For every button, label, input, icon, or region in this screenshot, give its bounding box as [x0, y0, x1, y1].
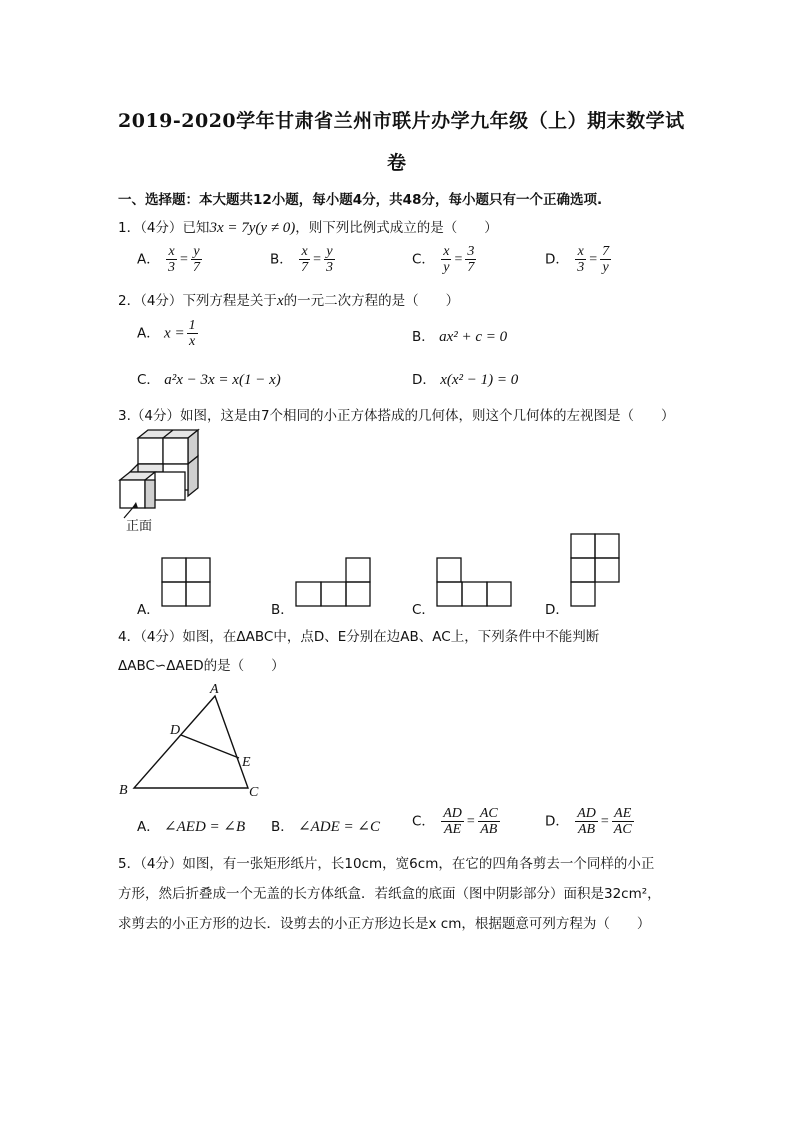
- frac-den: x: [188, 334, 196, 349]
- question-3-stem: 3.（4分）如图，这是由7个相同的小正方体搭成的几何体，则这个几何体的左视图是（ ）: [118, 408, 675, 424]
- question-3-option-b-figure[interactable]: [295, 557, 373, 609]
- option-label: B．: [412, 329, 435, 345]
- frac-den: 3: [325, 260, 333, 275]
- option-label: C．: [412, 813, 435, 830]
- option-label: B．: [270, 251, 293, 268]
- section-heading: 一、选择题：本大题共12小题，每小题4分，共48分，每小题只有一个正确选项.: [118, 192, 603, 208]
- question-3-option-b-label[interactable]: B．: [271, 602, 294, 618]
- question-2-option-b[interactable]: [412, 325, 507, 346]
- page-title-line2: 卷: [387, 152, 407, 174]
- question-3-option-c-label[interactable]: C．: [412, 602, 435, 618]
- frac-den: y: [602, 260, 609, 275]
- frac-den: 7: [192, 260, 200, 275]
- frac-num: y: [191, 244, 202, 260]
- question-3-option-d-label[interactable]: D．: [545, 602, 569, 618]
- point-label-c: C: [249, 785, 259, 800]
- question-2-number: 2．（4分）: [118, 293, 183, 309]
- question-3-cube-figure: [110, 428, 210, 538]
- frac-den: 3: [168, 260, 176, 275]
- frac-num: AE: [612, 806, 634, 822]
- question-4-stem-line2: ΔABC∽ΔAED的是（ ）: [118, 658, 285, 674]
- question-5-stem-line2: 方形，然后折叠成一个无盖的长方体纸盒．若纸盒的底面（图中阴影部分）面积是32cm²，: [118, 886, 661, 902]
- question-1-option-b[interactable]: B． $\frac{x}{7}$ = $\frac{y}{3}$: [270, 244, 333, 275]
- option-label: D．: [545, 813, 569, 830]
- question-4-option-b[interactable]: [271, 815, 380, 836]
- question-1-option-d[interactable]: D． $\frac{x}{3}$ = $\frac{7}{y}$: [545, 244, 610, 275]
- frac-den: AE: [444, 822, 462, 837]
- point-label-a: A: [210, 682, 219, 697]
- option-label: A．: [137, 819, 160, 835]
- frac-num: 3: [467, 244, 475, 259]
- frac-num: AC: [479, 806, 498, 821]
- frac-num: AD: [443, 806, 462, 821]
- point-label-e: E: [242, 755, 251, 770]
- question-4-triangle-figure: [112, 680, 272, 802]
- frac-num: x: [166, 244, 177, 260]
- question-2-option-d[interactable]: [412, 368, 518, 389]
- question-3-option-d-figure[interactable]: [570, 533, 622, 609]
- frac-num: 1: [188, 318, 196, 333]
- question-1-option-a[interactable]: A． $\frac{x}{3}$ = $\frac{y}{7}$: [137, 244, 200, 275]
- question-4-option-c[interactable]: C． $\frac{AD}{AE}$ = $\frac{AC}{AB}$: [412, 806, 498, 837]
- question-1-text-b: ，则下列比例式成立的是（ ）: [295, 220, 498, 236]
- question-5-stem-line3: 求剪去的小正方形的边长．设剪去的小正方形边长是x cm，根据题意可列方程为（ ）: [118, 916, 651, 932]
- question-3-option-c-figure[interactable]: [436, 557, 514, 609]
- question-1-condition: 3x = 7y(y ≠ 0): [209, 220, 296, 236]
- point-label-d: D: [170, 723, 181, 738]
- page-title-line1: 2019-2020学年甘肃省兰州市联片办学九年级（上）期末数学试: [118, 110, 685, 132]
- frac-den: 7: [301, 260, 309, 275]
- question-4-option-d[interactable]: D． $\frac{AD}{AB}$ = $\frac{AE}{AC}$: [545, 806, 632, 837]
- question-1-option-c[interactable]: C． $\frac{x}{y}$ = $\frac{3}{7}$: [412, 244, 475, 275]
- frac-num: x: [299, 244, 310, 260]
- option-label: D．: [412, 372, 436, 388]
- frac-den: AB: [480, 822, 498, 837]
- frac-den: AB: [577, 822, 596, 837]
- question-3-option-a-figure[interactable]: [161, 557, 213, 609]
- option-expr: ∠AED = ∠B: [164, 819, 246, 835]
- frac-num: x: [443, 244, 450, 259]
- question-4-option-a[interactable]: [137, 815, 245, 836]
- question-3-option-a-label[interactable]: A．: [137, 602, 160, 618]
- question-4-stem-line1: 4．（4分）如图，在ΔABC中，点D、E分别在边AB、AC上，下列条件中不能判断: [118, 629, 600, 645]
- frac-num: y: [324, 244, 335, 260]
- question-2-text-b: 的一元二次方程的是（ ）: [283, 293, 460, 309]
- option-label: D．: [545, 251, 569, 268]
- option-expr: x(x² − 1) = 0: [440, 372, 519, 388]
- question-2-text-a: 下列方程是关于: [182, 293, 277, 309]
- frac-den: y: [443, 260, 450, 275]
- option-expr: x =: [164, 325, 185, 342]
- question-1-stem: [118, 216, 498, 237]
- frac-den: 3: [577, 260, 585, 275]
- question-1-text-a: 已知: [182, 220, 210, 236]
- question-1-number: 1．（4分）: [118, 220, 183, 236]
- option-label: A．: [137, 325, 160, 342]
- point-label-b: B: [119, 783, 128, 798]
- frac-num: x: [575, 244, 586, 260]
- option-expr: ∠ADE = ∠C: [298, 819, 380, 835]
- option-expr: a²x − 3x = x(1 − x): [164, 372, 281, 388]
- question-2-var: x: [276, 293, 284, 309]
- option-label: C．: [412, 251, 435, 268]
- frac-num: AD: [577, 806, 596, 821]
- frac-den: 7: [467, 260, 475, 275]
- option-label: A．: [137, 251, 160, 268]
- question-2-stem: [118, 289, 459, 310]
- frac-den: AC: [613, 822, 632, 837]
- frac-num: 7: [602, 244, 610, 259]
- option-label: B．: [271, 819, 294, 835]
- question-5-stem-line1: 5．（4分）如图，有一张矩形纸片，长10cm，宽6cm，在它的四角各剪去一个同样的小正: [118, 856, 655, 872]
- question-2-option-c[interactable]: [137, 368, 281, 389]
- question-2-option-a[interactable]: [137, 318, 200, 349]
- option-label: C．: [137, 372, 160, 388]
- option-expr: ax² + c = 0: [439, 329, 508, 345]
- question-3-front-label: 正面: [126, 519, 153, 534]
